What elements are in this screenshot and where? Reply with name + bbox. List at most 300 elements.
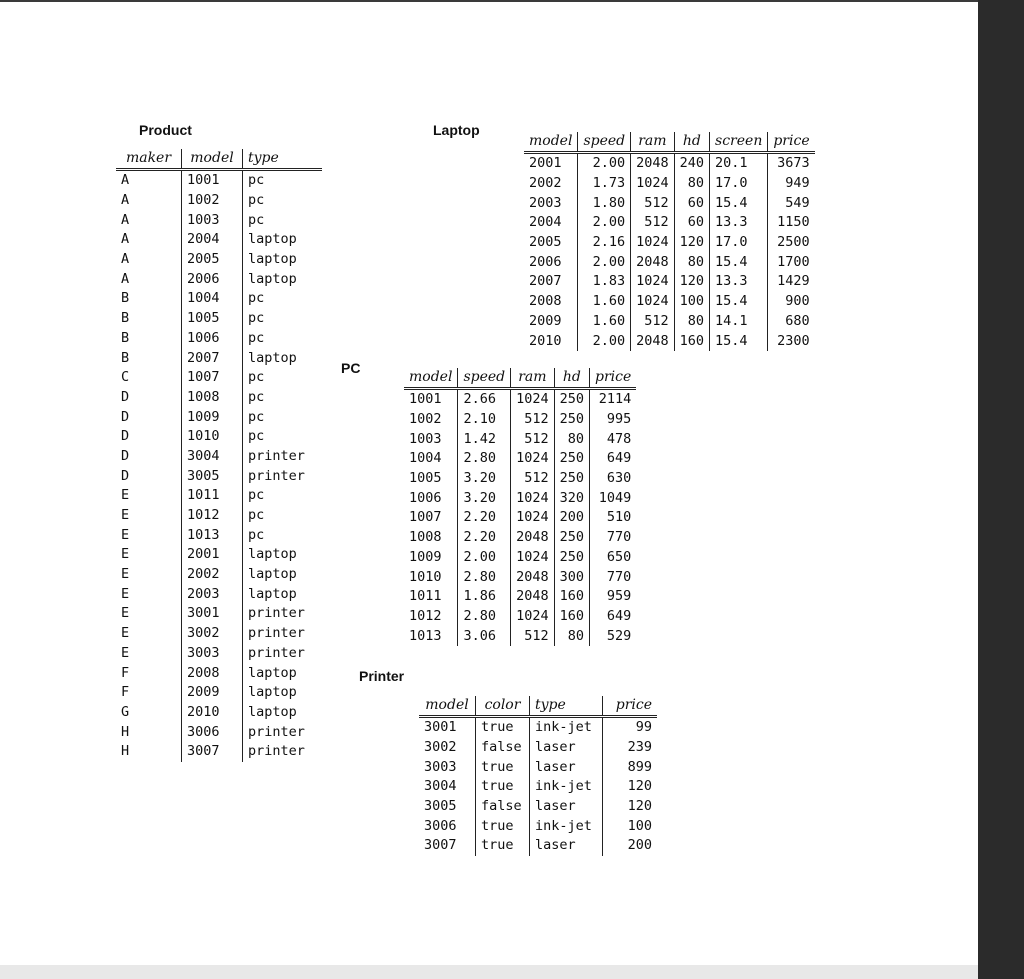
pc-cell-price: 630 bbox=[590, 469, 637, 489]
product-cell-model: 3007 bbox=[182, 742, 243, 762]
product-cell-type: printer bbox=[243, 624, 323, 644]
pc-title: PC bbox=[341, 360, 361, 376]
laptop-cell-speed: 1.80 bbox=[578, 193, 631, 213]
laptop-table-row bbox=[524, 331, 815, 351]
pc-table-row bbox=[404, 548, 636, 568]
printer-cell-price: 200 bbox=[603, 836, 658, 856]
printer-cell-color: false bbox=[476, 738, 530, 758]
product-cell-type: printer bbox=[243, 466, 323, 486]
pc-cell-model: 1012 bbox=[409, 607, 442, 624]
product-cell-model: 1001 bbox=[182, 170, 243, 191]
laptop-cell-screen: 17.0 bbox=[710, 174, 768, 194]
laptop-cell-model: 2001 bbox=[529, 155, 562, 172]
product-cell-maker: D bbox=[121, 447, 130, 464]
product-cell-type: pc bbox=[243, 407, 323, 427]
printer-table-row bbox=[419, 738, 657, 758]
product-cell-model: 2008 bbox=[182, 663, 243, 683]
pc-cell-hd: 300 bbox=[554, 567, 589, 587]
product-header-maker: maker bbox=[116, 149, 182, 170]
printer-cell-price: 99 bbox=[603, 717, 658, 738]
product-cell-model: 2006 bbox=[182, 269, 243, 289]
printer-cell-color: true bbox=[476, 816, 530, 836]
product-cell-maker: E bbox=[121, 625, 130, 642]
product-cell-type: laptop bbox=[243, 545, 323, 565]
product-cell-model: 1012 bbox=[182, 506, 243, 526]
laptop-cell-ram: 2048 bbox=[631, 252, 675, 272]
product-table-row bbox=[116, 170, 322, 191]
pc-cell-hd: 320 bbox=[554, 488, 589, 508]
pc-cell-price: 959 bbox=[590, 587, 637, 607]
printer-header-price: price bbox=[603, 696, 658, 717]
pc-cell-hd: 200 bbox=[554, 508, 589, 528]
laptop-cell-price: 2300 bbox=[768, 331, 815, 351]
laptop-cell-ram: 2048 bbox=[631, 153, 675, 174]
laptop-cell-ram: 512 bbox=[631, 312, 675, 332]
pc-cell-ram: 1024 bbox=[511, 607, 555, 627]
product-cell-model: 2004 bbox=[182, 230, 243, 250]
pc-table-row bbox=[404, 469, 636, 489]
product-table-row bbox=[116, 447, 322, 467]
laptop-cell-ram: 512 bbox=[631, 213, 675, 233]
product-table-row bbox=[116, 506, 322, 526]
product-cell-model: 1004 bbox=[182, 289, 243, 309]
pc-table-row bbox=[404, 508, 636, 528]
product-cell-maker: G bbox=[121, 703, 130, 720]
printer-cell-model: 3001 bbox=[424, 719, 457, 736]
laptop-cell-speed: 1.60 bbox=[578, 312, 631, 332]
pc-table-row bbox=[404, 607, 636, 627]
product-cell-type: pc bbox=[243, 427, 323, 447]
pc-cell-speed: 2.80 bbox=[458, 607, 511, 627]
pc-cell-speed: 2.80 bbox=[458, 567, 511, 587]
pc-cell-price: 478 bbox=[590, 429, 637, 449]
pc-cell-speed: 1.86 bbox=[458, 587, 511, 607]
laptop-table-row bbox=[524, 233, 815, 253]
pc-cell-model: 1009 bbox=[409, 548, 442, 565]
laptop-cell-hd: 240 bbox=[674, 153, 709, 174]
printer-cell-type: ink-jet bbox=[530, 777, 603, 797]
product-cell-type: pc bbox=[243, 210, 323, 230]
printer-cell-model: 3004 bbox=[424, 778, 457, 795]
product-table-row bbox=[116, 309, 322, 329]
product-table-row bbox=[116, 486, 322, 506]
pc-cell-speed: 3.20 bbox=[458, 488, 511, 508]
product-cell-model: 1009 bbox=[182, 407, 243, 427]
printer-table-row bbox=[419, 836, 657, 856]
pc-cell-model: 1013 bbox=[409, 627, 442, 644]
product-table-row bbox=[116, 545, 322, 565]
laptop-table-row bbox=[524, 193, 815, 213]
product-cell-model: 2003 bbox=[182, 584, 243, 604]
product-cell-maker: E bbox=[121, 605, 130, 622]
product-header-model: model bbox=[182, 149, 243, 170]
product-cell-maker: F bbox=[121, 664, 130, 681]
laptop-cell-screen: 13.3 bbox=[710, 272, 768, 292]
pc-cell-hd: 160 bbox=[554, 607, 589, 627]
laptop-cell-screen: 15.4 bbox=[710, 331, 768, 351]
laptop-cell-hd: 80 bbox=[674, 312, 709, 332]
product-cell-model: 1007 bbox=[182, 368, 243, 388]
laptop-cell-price: 2500 bbox=[768, 233, 815, 253]
product-title: Product bbox=[139, 122, 192, 138]
laptop-cell-hd: 160 bbox=[674, 331, 709, 351]
product-table-row bbox=[116, 722, 322, 742]
printer-header-row bbox=[419, 696, 657, 717]
product-table-row bbox=[116, 644, 322, 664]
printer-cell-type: laser bbox=[530, 836, 603, 856]
laptop-table-row bbox=[524, 292, 815, 312]
product-cell-type: printer bbox=[243, 447, 323, 467]
product-table bbox=[116, 149, 322, 762]
product-cell-type: pc bbox=[243, 309, 323, 329]
laptop-table bbox=[524, 132, 815, 351]
product-table-row bbox=[116, 742, 322, 762]
printer-header-color: color bbox=[476, 696, 530, 717]
pc-cell-price: 649 bbox=[590, 607, 637, 627]
product-table-row bbox=[116, 604, 322, 624]
pc-table-row bbox=[404, 410, 636, 430]
pc-header-speed: speed bbox=[458, 368, 511, 389]
product-cell-maker: B bbox=[121, 349, 130, 366]
printer-cell-type: laser bbox=[530, 757, 603, 777]
pc-cell-model: 1010 bbox=[409, 568, 442, 585]
pc-cell-price: 995 bbox=[590, 410, 637, 430]
product-table-row bbox=[116, 427, 322, 447]
laptop-header-screen: screen bbox=[710, 132, 768, 153]
printer-table bbox=[419, 696, 657, 856]
pc-cell-model: 1002 bbox=[409, 411, 442, 428]
pc-cell-price: 510 bbox=[590, 508, 637, 528]
product-table-row bbox=[116, 703, 322, 723]
printer-cell-price: 899 bbox=[603, 757, 658, 777]
laptop-cell-model: 2002 bbox=[529, 175, 562, 192]
product-table-row bbox=[116, 388, 322, 408]
product-cell-type: printer bbox=[243, 722, 323, 742]
product-cell-maker: H bbox=[121, 743, 130, 760]
product-cell-type: laptop bbox=[243, 703, 323, 723]
product-table-row bbox=[116, 269, 322, 289]
product-cell-type: pc bbox=[243, 388, 323, 408]
bottom-bar bbox=[0, 965, 978, 979]
laptop-cell-model: 2010 bbox=[529, 332, 562, 349]
printer-cell-color: true bbox=[476, 777, 530, 797]
product-table-row bbox=[116, 289, 322, 309]
printer-cell-type: laser bbox=[530, 797, 603, 817]
laptop-cell-price: 1429 bbox=[768, 272, 815, 292]
printer-header-model: model bbox=[419, 696, 476, 717]
product-cell-maker: E bbox=[121, 526, 130, 543]
laptop-cell-screen: 14.1 bbox=[710, 312, 768, 332]
pc-table-row bbox=[404, 626, 636, 646]
pc-header-model: model bbox=[404, 368, 458, 389]
product-cell-model: 1003 bbox=[182, 210, 243, 230]
product-header-type: type bbox=[243, 149, 323, 170]
right-dark-margin bbox=[978, 0, 1024, 979]
printer-cell-price: 100 bbox=[603, 816, 658, 836]
laptop-cell-screen: 13.3 bbox=[710, 213, 768, 233]
product-cell-maker: A bbox=[121, 231, 130, 248]
product-cell-model: 3002 bbox=[182, 624, 243, 644]
product-cell-maker: F bbox=[121, 684, 130, 701]
product-cell-model: 2009 bbox=[182, 683, 243, 703]
printer-table-row bbox=[419, 777, 657, 797]
laptop-cell-ram: 512 bbox=[631, 193, 675, 213]
pc-cell-price: 649 bbox=[590, 449, 637, 469]
laptop-cell-speed: 2.00 bbox=[578, 252, 631, 272]
pc-cell-model: 1006 bbox=[409, 489, 442, 506]
pc-cell-hd: 250 bbox=[554, 469, 589, 489]
product-cell-maker: C bbox=[121, 369, 130, 386]
product-cell-maker: A bbox=[121, 192, 130, 209]
laptop-cell-model: 2004 bbox=[529, 214, 562, 231]
printer-header-type: type bbox=[530, 696, 603, 717]
product-table-row bbox=[116, 348, 322, 368]
product-cell-maker: A bbox=[121, 270, 130, 287]
laptop-cell-price: 1700 bbox=[768, 252, 815, 272]
product-cell-maker: B bbox=[121, 310, 130, 327]
pc-header-row bbox=[404, 368, 636, 389]
laptop-table-row bbox=[524, 153, 815, 174]
laptop-cell-speed: 1.73 bbox=[578, 174, 631, 194]
laptop-cell-model: 2007 bbox=[529, 273, 562, 290]
product-cell-model: 3005 bbox=[182, 466, 243, 486]
pc-table-row bbox=[404, 488, 636, 508]
printer-cell-type: ink-jet bbox=[530, 717, 603, 738]
pc-cell-ram: 1024 bbox=[511, 449, 555, 469]
laptop-cell-ram: 1024 bbox=[631, 174, 675, 194]
laptop-cell-model: 2006 bbox=[529, 253, 562, 270]
printer-title: Printer bbox=[359, 668, 405, 684]
pc-table-row bbox=[404, 567, 636, 587]
laptop-cell-model: 2003 bbox=[529, 194, 562, 211]
product-cell-model: 1006 bbox=[182, 329, 243, 349]
product-cell-maker: E bbox=[121, 644, 130, 661]
pc-cell-hd: 250 bbox=[554, 548, 589, 568]
laptop-cell-price: 680 bbox=[768, 312, 815, 332]
pc-cell-model: 1001 bbox=[409, 391, 442, 408]
pc-cell-price: 650 bbox=[590, 548, 637, 568]
laptop-table-row bbox=[524, 174, 815, 194]
laptop-cell-model: 2005 bbox=[529, 234, 562, 251]
pc-cell-price: 1049 bbox=[590, 488, 637, 508]
printer-cell-price: 120 bbox=[603, 777, 658, 797]
product-cell-maker: H bbox=[121, 723, 130, 740]
pc-cell-model: 1004 bbox=[409, 450, 442, 467]
pc-cell-model: 1008 bbox=[409, 529, 442, 546]
product-table-row bbox=[116, 368, 322, 388]
laptop-cell-hd: 80 bbox=[674, 174, 709, 194]
pc-cell-model: 1003 bbox=[409, 430, 442, 447]
pc-cell-ram: 1024 bbox=[511, 389, 555, 410]
pc-cell-hd: 80 bbox=[554, 626, 589, 646]
pc-cell-speed: 2.20 bbox=[458, 528, 511, 548]
printer-table-row bbox=[419, 757, 657, 777]
printer-table-row bbox=[419, 816, 657, 836]
printer-cell-color: true bbox=[476, 836, 530, 856]
pc-cell-speed: 2.20 bbox=[458, 508, 511, 528]
laptop-cell-hd: 120 bbox=[674, 272, 709, 292]
pc-cell-speed: 2.66 bbox=[458, 389, 511, 410]
product-cell-model: 2010 bbox=[182, 703, 243, 723]
product-table-row bbox=[116, 230, 322, 250]
printer-cell-model: 3002 bbox=[424, 739, 457, 756]
pc-cell-price: 2114 bbox=[590, 389, 637, 410]
laptop-header-row bbox=[524, 132, 815, 153]
pc-cell-ram: 512 bbox=[511, 429, 555, 449]
laptop-cell-hd: 60 bbox=[674, 193, 709, 213]
pc-cell-ram: 1024 bbox=[511, 488, 555, 508]
product-cell-maker: E bbox=[121, 585, 130, 602]
product-table-row bbox=[116, 191, 322, 211]
laptop-cell-hd: 100 bbox=[674, 292, 709, 312]
pc-cell-hd: 160 bbox=[554, 587, 589, 607]
product-cell-model: 1010 bbox=[182, 427, 243, 447]
laptop-header-hd: hd bbox=[674, 132, 709, 153]
pc-cell-ram: 2048 bbox=[511, 587, 555, 607]
product-cell-maker: D bbox=[121, 388, 130, 405]
laptop-cell-price: 949 bbox=[768, 174, 815, 194]
pc-cell-speed: 2.00 bbox=[458, 548, 511, 568]
product-cell-maker: D bbox=[121, 428, 130, 445]
laptop-cell-ram: 2048 bbox=[631, 331, 675, 351]
product-cell-type: pc bbox=[243, 506, 323, 526]
pc-cell-speed: 2.10 bbox=[458, 410, 511, 430]
printer-cell-color: true bbox=[476, 717, 530, 738]
laptop-header-price: price bbox=[768, 132, 815, 153]
product-table-row bbox=[116, 663, 322, 683]
laptop-cell-model: 2008 bbox=[529, 293, 562, 310]
pc-cell-ram: 512 bbox=[511, 469, 555, 489]
pc-cell-ram: 1024 bbox=[511, 508, 555, 528]
pc-cell-price: 529 bbox=[590, 626, 637, 646]
laptop-header-speed: speed bbox=[578, 132, 631, 153]
printer-cell-color: false bbox=[476, 797, 530, 817]
laptop-cell-speed: 2.00 bbox=[578, 213, 631, 233]
laptop-cell-hd: 60 bbox=[674, 213, 709, 233]
product-cell-maker: D bbox=[121, 408, 130, 425]
laptop-header-model: model bbox=[524, 132, 578, 153]
pc-cell-model: 1007 bbox=[409, 509, 442, 526]
laptop-cell-price: 3673 bbox=[768, 153, 815, 174]
printer-cell-model: 3005 bbox=[424, 798, 457, 815]
product-table-row bbox=[116, 210, 322, 230]
pc-cell-ram: 1024 bbox=[511, 548, 555, 568]
product-table-row bbox=[116, 584, 322, 604]
laptop-cell-price: 1150 bbox=[768, 213, 815, 233]
product-cell-type: laptop bbox=[243, 683, 323, 703]
product-cell-type: printer bbox=[243, 742, 323, 762]
product-table-row bbox=[116, 329, 322, 349]
product-cell-type: laptop bbox=[243, 663, 323, 683]
laptop-cell-screen: 15.4 bbox=[710, 252, 768, 272]
laptop-cell-speed: 2.16 bbox=[578, 233, 631, 253]
product-cell-maker: D bbox=[121, 467, 130, 484]
laptop-cell-ram: 1024 bbox=[631, 292, 675, 312]
product-cell-type: pc bbox=[243, 170, 323, 191]
product-cell-type: laptop bbox=[243, 565, 323, 585]
printer-cell-price: 239 bbox=[603, 738, 658, 758]
product-header-row bbox=[116, 149, 322, 170]
pc-header-price: price bbox=[590, 368, 637, 389]
product-cell-type: pc bbox=[243, 329, 323, 349]
product-cell-maker: A bbox=[121, 211, 130, 228]
product-cell-type: pc bbox=[243, 289, 323, 309]
product-cell-maker: E bbox=[121, 566, 130, 583]
product-cell-type: pc bbox=[243, 486, 323, 506]
product-cell-model: 3003 bbox=[182, 644, 243, 664]
laptop-table-row bbox=[524, 312, 815, 332]
printer-cell-model: 3003 bbox=[424, 758, 457, 775]
pc-cell-ram: 2048 bbox=[511, 528, 555, 548]
document-page bbox=[0, 2, 978, 979]
product-cell-type: laptop bbox=[243, 348, 323, 368]
product-cell-maker: B bbox=[121, 329, 130, 346]
product-cell-type: laptop bbox=[243, 584, 323, 604]
laptop-cell-price: 900 bbox=[768, 292, 815, 312]
laptop-title: Laptop bbox=[433, 122, 480, 138]
product-cell-model: 2007 bbox=[182, 348, 243, 368]
product-cell-model: 2002 bbox=[182, 565, 243, 585]
laptop-cell-ram: 1024 bbox=[631, 233, 675, 253]
pc-cell-model: 1005 bbox=[409, 470, 442, 487]
pc-cell-hd: 80 bbox=[554, 429, 589, 449]
product-table-row bbox=[116, 466, 322, 486]
printer-cell-model: 3007 bbox=[424, 837, 457, 854]
laptop-cell-screen: 15.4 bbox=[710, 292, 768, 312]
pc-cell-price: 770 bbox=[590, 528, 637, 548]
product-cell-type: laptop bbox=[243, 250, 323, 270]
product-cell-maker: E bbox=[121, 546, 130, 563]
product-cell-model: 2001 bbox=[182, 545, 243, 565]
pc-table-row bbox=[404, 528, 636, 548]
pc-header-hd: hd bbox=[554, 368, 589, 389]
product-cell-model: 2005 bbox=[182, 250, 243, 270]
pc-table-row bbox=[404, 587, 636, 607]
laptop-header-ram: ram bbox=[631, 132, 675, 153]
printer-cell-type: ink-jet bbox=[530, 816, 603, 836]
product-cell-model: 1011 bbox=[182, 486, 243, 506]
laptop-cell-screen: 20.1 bbox=[710, 153, 768, 174]
product-cell-maker: E bbox=[121, 507, 130, 524]
pc-table-row bbox=[404, 449, 636, 469]
laptop-cell-hd: 120 bbox=[674, 233, 709, 253]
pc-cell-hd: 250 bbox=[554, 449, 589, 469]
laptop-cell-model: 2009 bbox=[529, 312, 562, 329]
product-cell-maker: A bbox=[121, 172, 130, 189]
laptop-cell-speed: 2.00 bbox=[578, 331, 631, 351]
product-table-row bbox=[116, 624, 322, 644]
pc-cell-speed: 1.42 bbox=[458, 429, 511, 449]
pc-cell-speed: 3.20 bbox=[458, 469, 511, 489]
pc-table-row bbox=[404, 389, 636, 410]
product-cell-maker: B bbox=[121, 290, 130, 307]
product-cell-model: 3004 bbox=[182, 447, 243, 467]
laptop-cell-speed: 1.83 bbox=[578, 272, 631, 292]
pc-cell-model: 1011 bbox=[409, 588, 442, 605]
pc-table bbox=[404, 368, 636, 646]
laptop-cell-hd: 80 bbox=[674, 252, 709, 272]
product-cell-model: 1008 bbox=[182, 388, 243, 408]
product-table-row bbox=[116, 250, 322, 270]
product-cell-type: printer bbox=[243, 604, 323, 624]
product-cell-model: 3006 bbox=[182, 722, 243, 742]
pc-cell-speed: 2.80 bbox=[458, 449, 511, 469]
laptop-cell-speed: 2.00 bbox=[578, 153, 631, 174]
product-cell-maker: E bbox=[121, 487, 130, 504]
pc-cell-hd: 250 bbox=[554, 389, 589, 410]
product-table-row bbox=[116, 565, 322, 585]
product-cell-type: laptop bbox=[243, 230, 323, 250]
